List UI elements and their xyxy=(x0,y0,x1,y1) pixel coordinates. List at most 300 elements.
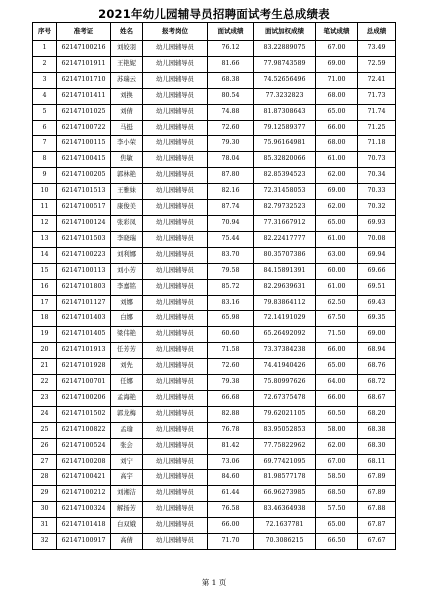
name-cell: 王雅妹 xyxy=(111,184,143,200)
name-cell: 刘姣羽 xyxy=(111,41,143,57)
position-cell: 幼儿园辅导员 xyxy=(143,534,208,550)
weighted-score-cell: 83.95052853 xyxy=(254,422,316,438)
total-score-cell: 72.59 xyxy=(358,56,396,72)
header-col-ticket-number: 准考证 xyxy=(57,23,111,41)
row-index-cell: 11 xyxy=(33,200,57,216)
weighted-score-cell: 66.96273985 xyxy=(254,486,316,502)
total-score-cell: 70.08 xyxy=(358,231,396,247)
position-cell: 幼儿园辅导员 xyxy=(143,406,208,422)
row-index-cell: 15 xyxy=(33,263,57,279)
row-index-cell: 12 xyxy=(33,215,57,231)
interview-score-cell: 83.70 xyxy=(208,247,254,263)
interview-score-cell: 82.16 xyxy=(208,184,254,200)
name-cell: 刘换 xyxy=(111,88,143,104)
ticket-number-cell: 62147100115 xyxy=(57,136,111,152)
weighted-score-cell: 82.29639631 xyxy=(254,279,316,295)
total-score-cell: 68.67 xyxy=(358,390,396,406)
interview-score-cell: 82.88 xyxy=(208,406,254,422)
weighted-score-cell: 80.35707386 xyxy=(254,247,316,263)
written-score-cell: 61.00 xyxy=(316,152,358,168)
position-cell: 幼儿园辅导员 xyxy=(143,72,208,88)
row-index-cell: 32 xyxy=(33,534,57,550)
total-score-cell: 69.51 xyxy=(358,279,396,295)
interview-score-cell: 68.38 xyxy=(208,72,254,88)
header-col-name: 姓名 xyxy=(111,23,143,41)
ticket-number-cell: 62147100113 xyxy=(57,263,111,279)
name-cell: 王艳妮 xyxy=(111,56,143,72)
written-score-cell: 65.00 xyxy=(316,359,358,375)
name-cell: 梁伟艳 xyxy=(111,327,143,343)
weighted-score-cell: 82.22417777 xyxy=(254,231,316,247)
total-score-cell: 67.89 xyxy=(358,470,396,486)
interview-score-cell: 76.78 xyxy=(208,422,254,438)
row-index-cell: 17 xyxy=(33,295,57,311)
ticket-number-cell: 62147100722 xyxy=(57,120,111,136)
table-row xyxy=(33,375,396,391)
ticket-number-cell: 62147101503 xyxy=(57,231,111,247)
table-row xyxy=(33,168,396,184)
table-row xyxy=(33,247,396,263)
name-cell: 刘湘洁 xyxy=(111,486,143,502)
table-row xyxy=(33,279,396,295)
interview-score-cell: 70.94 xyxy=(208,215,254,231)
name-cell: 苏瑞云 xyxy=(111,72,143,88)
total-score-cell: 69.35 xyxy=(358,311,396,327)
page-title: 2021年幼儿园辅导员招聘面试考生总成绩表 xyxy=(98,7,330,21)
total-score-cell: 73.49 xyxy=(358,41,396,57)
position-cell: 幼儿园辅导员 xyxy=(143,327,208,343)
row-index-cell: 13 xyxy=(33,231,57,247)
ticket-number-cell: 62147101928 xyxy=(57,359,111,375)
name-cell: 康俊美 xyxy=(111,200,143,216)
written-score-cell: 67.00 xyxy=(316,454,358,470)
written-score-cell: 66.00 xyxy=(316,120,358,136)
written-score-cell: 57.50 xyxy=(316,502,358,518)
weighted-score-cell: 73.37384238 xyxy=(254,343,316,359)
name-cell: 刘小芳 xyxy=(111,263,143,279)
row-index-cell: 3 xyxy=(33,72,57,88)
row-index-cell: 14 xyxy=(33,247,57,263)
total-score-cell: 70.73 xyxy=(358,152,396,168)
weighted-score-cell: 69.77421095 xyxy=(254,454,316,470)
written-score-cell: 62.00 xyxy=(316,200,358,216)
weighted-score-cell: 72.67375478 xyxy=(254,390,316,406)
written-score-cell: 60.50 xyxy=(316,406,358,422)
table-row xyxy=(33,518,396,534)
row-index-cell: 31 xyxy=(33,518,57,534)
total-score-cell: 71.25 xyxy=(358,120,396,136)
ticket-number-cell: 62147100822 xyxy=(57,422,111,438)
weighted-score-cell: 72.1637781 xyxy=(254,518,316,534)
table-row xyxy=(33,215,396,231)
interview-score-cell: 60.60 xyxy=(208,327,254,343)
row-index-cell: 29 xyxy=(33,486,57,502)
weighted-score-cell: 75.80997626 xyxy=(254,375,316,391)
header-row xyxy=(33,23,396,41)
ticket-number-cell: 62147101405 xyxy=(57,327,111,343)
table-row xyxy=(33,120,396,136)
interview-score-cell: 72.60 xyxy=(208,359,254,375)
interview-score-cell: 71.58 xyxy=(208,343,254,359)
name-cell: 高宇 xyxy=(111,470,143,486)
interview-score-cell: 73.06 xyxy=(208,454,254,470)
written-score-cell: 62.00 xyxy=(316,168,358,184)
row-index-cell: 10 xyxy=(33,184,57,200)
name-cell: 孟海艳 xyxy=(111,390,143,406)
written-score-cell: 69.00 xyxy=(316,56,358,72)
written-score-cell: 62.00 xyxy=(316,438,358,454)
written-score-cell: 67.50 xyxy=(316,311,358,327)
weighted-score-cell: 83.22889075 xyxy=(254,41,316,57)
row-index-cell: 8 xyxy=(33,152,57,168)
interview-score-cell: 61.44 xyxy=(208,486,254,502)
name-cell: 郭林艳 xyxy=(111,168,143,184)
name-cell: 李晓瑞 xyxy=(111,231,143,247)
row-index-cell: 7 xyxy=(33,136,57,152)
row-index-cell: 6 xyxy=(33,120,57,136)
position-cell: 幼儿园辅导员 xyxy=(143,343,208,359)
table-row xyxy=(33,390,396,406)
position-cell: 幼儿园辅导员 xyxy=(143,518,208,534)
row-index-cell: 18 xyxy=(33,311,57,327)
table-row xyxy=(33,470,396,486)
position-cell: 幼儿园辅导员 xyxy=(143,56,208,72)
weighted-score-cell: 81.87308643 xyxy=(254,104,316,120)
weighted-score-cell: 77.98743589 xyxy=(254,56,316,72)
weighted-score-cell: 77.75822962 xyxy=(254,438,316,454)
ticket-number-cell: 62147100205 xyxy=(57,168,111,184)
interview-score-cell: 71.70 xyxy=(208,534,254,550)
table-row xyxy=(33,231,396,247)
position-cell: 幼儿园辅导员 xyxy=(143,454,208,470)
row-index-cell: 9 xyxy=(33,168,57,184)
name-cell: 白娜 xyxy=(111,311,143,327)
written-score-cell: 58.50 xyxy=(316,470,358,486)
table-row xyxy=(33,72,396,88)
ticket-number-cell: 62147101127 xyxy=(57,295,111,311)
header-col-total-score: 总成绩 xyxy=(358,23,396,41)
name-cell: 白双娥 xyxy=(111,518,143,534)
name-cell: 高倩 xyxy=(111,534,143,550)
row-index-cell: 22 xyxy=(33,375,57,391)
total-score-cell: 68.38 xyxy=(358,422,396,438)
row-index-cell: 20 xyxy=(33,343,57,359)
weighted-score-cell: 79.12589377 xyxy=(254,120,316,136)
name-cell: 孟瑜 xyxy=(111,422,143,438)
written-score-cell: 65.00 xyxy=(316,215,358,231)
interview-score-cell: 76.58 xyxy=(208,502,254,518)
ticket-number-cell: 62147100324 xyxy=(57,502,111,518)
total-score-cell: 67.88 xyxy=(358,502,396,518)
table-row xyxy=(33,136,396,152)
written-score-cell: 68.00 xyxy=(316,88,358,104)
name-cell: 任芳芳 xyxy=(111,343,143,359)
row-index-cell: 5 xyxy=(33,104,57,120)
written-score-cell: 63.00 xyxy=(316,247,358,263)
position-cell: 幼儿园辅导员 xyxy=(143,247,208,263)
total-score-cell: 71.73 xyxy=(358,88,396,104)
table-row xyxy=(33,406,396,422)
interview-score-cell: 78.04 xyxy=(208,152,254,168)
total-score-cell: 69.66 xyxy=(358,263,396,279)
position-cell: 幼儿园辅导员 xyxy=(143,470,208,486)
table-row xyxy=(33,422,396,438)
total-score-cell: 68.76 xyxy=(358,359,396,375)
written-score-cell: 71.00 xyxy=(316,72,358,88)
total-score-cell: 69.93 xyxy=(358,215,396,231)
table-row xyxy=(33,311,396,327)
ticket-number-cell: 62147100421 xyxy=(57,470,111,486)
position-cell: 幼儿园辅导员 xyxy=(143,295,208,311)
weighted-score-cell: 83.46364938 xyxy=(254,502,316,518)
written-score-cell: 58.00 xyxy=(316,422,358,438)
table-row xyxy=(33,56,396,72)
table-row xyxy=(33,152,396,168)
ticket-number-cell: 62147101418 xyxy=(57,518,111,534)
row-index-cell: 23 xyxy=(33,390,57,406)
ticket-number-cell: 62147101911 xyxy=(57,56,111,72)
ticket-number-cell: 62147101803 xyxy=(57,279,111,295)
total-score-cell: 68.72 xyxy=(358,375,396,391)
interview-score-cell: 66.68 xyxy=(208,390,254,406)
position-cell: 幼儿园辅导员 xyxy=(143,502,208,518)
ticket-number-cell: 62147101403 xyxy=(57,311,111,327)
table-row xyxy=(33,454,396,470)
ticket-number-cell: 62147101411 xyxy=(57,88,111,104)
name-cell: 刘倩 xyxy=(111,104,143,120)
ticket-number-cell: 62147100517 xyxy=(57,200,111,216)
ticket-number-cell: 62147100206 xyxy=(57,390,111,406)
written-score-cell: 61.00 xyxy=(316,279,358,295)
ticket-number-cell: 62147101502 xyxy=(57,406,111,422)
ticket-number-cell: 62147101913 xyxy=(57,343,111,359)
table-row xyxy=(33,295,396,311)
name-cell: 刘先 xyxy=(111,359,143,375)
table-row xyxy=(33,502,396,518)
weighted-score-cell: 79.62021105 xyxy=(254,406,316,422)
name-cell: 焦敏 xyxy=(111,152,143,168)
position-cell: 幼儿园辅导员 xyxy=(143,279,208,295)
interview-score-cell: 80.54 xyxy=(208,88,254,104)
name-cell: 刘娜 xyxy=(111,295,143,311)
interview-score-cell: 87.80 xyxy=(208,168,254,184)
position-cell: 幼儿园辅导员 xyxy=(143,390,208,406)
name-cell: 郭龙梅 xyxy=(111,406,143,422)
name-cell: 马挺 xyxy=(111,120,143,136)
interview-score-cell: 81.42 xyxy=(208,438,254,454)
interview-score-cell: 84.60 xyxy=(208,470,254,486)
table-row xyxy=(33,486,396,502)
position-cell: 幼儿园辅导员 xyxy=(143,231,208,247)
ticket-number-cell: 62147101513 xyxy=(57,184,111,200)
header-col-weighted-score: 面试加权成绩 xyxy=(254,23,316,41)
position-cell: 幼儿园辅导员 xyxy=(143,104,208,120)
table-row xyxy=(33,200,396,216)
row-index-cell: 4 xyxy=(33,88,57,104)
total-score-cell: 71.74 xyxy=(358,104,396,120)
table-row xyxy=(33,438,396,454)
row-index-cell: 28 xyxy=(33,470,57,486)
header-col-position: 报考岗位 xyxy=(143,23,208,41)
row-index-cell: 21 xyxy=(33,359,57,375)
position-cell: 幼儿园辅导员 xyxy=(143,359,208,375)
header-col-written-score: 笔试成绩 xyxy=(316,23,358,41)
total-score-cell: 69.43 xyxy=(358,295,396,311)
position-cell: 幼儿园辅导员 xyxy=(143,438,208,454)
header-col-interview-score: 面试成绩 xyxy=(208,23,254,41)
position-cell: 幼儿园辅导员 xyxy=(143,88,208,104)
weighted-score-cell: 75.96164981 xyxy=(254,136,316,152)
total-score-cell: 70.33 xyxy=(358,184,396,200)
total-score-cell: 67.67 xyxy=(358,534,396,550)
written-score-cell: 66.00 xyxy=(316,343,358,359)
interview-score-cell: 87.74 xyxy=(208,200,254,216)
table-row xyxy=(33,534,396,550)
weighted-score-cell: 84.15891391 xyxy=(254,263,316,279)
interview-score-cell: 79.58 xyxy=(208,263,254,279)
name-cell: 李小荣 xyxy=(111,136,143,152)
ticket-number-cell: 62147100216 xyxy=(57,41,111,57)
name-cell: 解扬芳 xyxy=(111,502,143,518)
interview-score-cell: 65.98 xyxy=(208,311,254,327)
interview-score-cell: 75.44 xyxy=(208,231,254,247)
weighted-score-cell: 70.3086215 xyxy=(254,534,316,550)
written-score-cell: 71.50 xyxy=(316,327,358,343)
position-cell: 幼儿园辅导员 xyxy=(143,486,208,502)
row-index-cell: 26 xyxy=(33,438,57,454)
weighted-score-cell: 81.98577178 xyxy=(254,470,316,486)
total-score-cell: 69.00 xyxy=(358,327,396,343)
weighted-score-cell: 65.26492092 xyxy=(254,327,316,343)
interview-score-cell: 83.16 xyxy=(208,295,254,311)
position-cell: 幼儿园辅导员 xyxy=(143,120,208,136)
written-score-cell: 65.00 xyxy=(316,518,358,534)
position-cell: 幼儿园辅导员 xyxy=(143,263,208,279)
table-row xyxy=(33,184,396,200)
ticket-number-cell: 62147100415 xyxy=(57,152,111,168)
row-index-cell: 2 xyxy=(33,56,57,72)
table-row xyxy=(33,263,396,279)
weighted-score-cell: 79.83864112 xyxy=(254,295,316,311)
row-index-cell: 27 xyxy=(33,454,57,470)
header-col-index: 序号 xyxy=(33,23,57,41)
ticket-number-cell: 62147100223 xyxy=(57,247,111,263)
weighted-score-cell: 77.3232823 xyxy=(254,88,316,104)
written-score-cell: 67.00 xyxy=(316,41,358,57)
ticket-number-cell: 62147100124 xyxy=(57,215,111,231)
score-table xyxy=(32,22,396,550)
total-score-cell: 71.18 xyxy=(358,136,396,152)
written-score-cell: 66.50 xyxy=(316,534,358,550)
ticket-number-cell: 62147100701 xyxy=(57,375,111,391)
weighted-score-cell: 72.14191029 xyxy=(254,311,316,327)
ticket-number-cell: 62147100212 xyxy=(57,486,111,502)
position-cell: 幼儿园辅导员 xyxy=(143,41,208,57)
row-index-cell: 16 xyxy=(33,279,57,295)
row-index-cell: 1 xyxy=(33,41,57,57)
weighted-score-cell: 77.31667912 xyxy=(254,215,316,231)
interview-score-cell: 79.38 xyxy=(208,375,254,391)
name-cell: 张彩凤 xyxy=(111,215,143,231)
total-score-cell: 67.89 xyxy=(358,486,396,502)
written-score-cell: 61.00 xyxy=(316,231,358,247)
table-row xyxy=(33,104,396,120)
position-cell: 幼儿园辅导员 xyxy=(143,375,208,391)
written-score-cell: 68.50 xyxy=(316,486,358,502)
name-cell: 任娜 xyxy=(111,375,143,391)
name-cell: 刘宁 xyxy=(111,454,143,470)
total-score-cell: 70.34 xyxy=(358,168,396,184)
interview-score-cell: 76.12 xyxy=(208,41,254,57)
table-row xyxy=(33,88,396,104)
name-cell: 刘利娜 xyxy=(111,247,143,263)
position-cell: 幼儿园辅导员 xyxy=(143,311,208,327)
written-score-cell: 64.00 xyxy=(316,375,358,391)
weighted-score-cell: 82.79732523 xyxy=(254,200,316,216)
ticket-number-cell: 62147100208 xyxy=(57,454,111,470)
table-row xyxy=(33,41,396,57)
weighted-score-cell: 74.41940426 xyxy=(254,359,316,375)
total-score-cell: 68.94 xyxy=(358,343,396,359)
position-cell: 幼儿园辅导员 xyxy=(143,168,208,184)
weighted-score-cell: 82.85394523 xyxy=(254,168,316,184)
table-row xyxy=(33,343,396,359)
total-score-cell: 67.87 xyxy=(358,518,396,534)
interview-score-cell: 66.00 xyxy=(208,518,254,534)
weighted-score-cell: 74.52656496 xyxy=(254,72,316,88)
position-cell: 幼儿园辅导员 xyxy=(143,200,208,216)
row-index-cell: 24 xyxy=(33,406,57,422)
position-cell: 幼儿园辅导员 xyxy=(143,422,208,438)
name-cell: 张会 xyxy=(111,438,143,454)
total-score-cell: 70.32 xyxy=(358,200,396,216)
page-number: 第 1 页 xyxy=(201,578,227,587)
total-score-cell: 68.20 xyxy=(358,406,396,422)
row-index-cell: 30 xyxy=(33,502,57,518)
interview-score-cell: 74.88 xyxy=(208,104,254,120)
total-score-cell: 72.41 xyxy=(358,72,396,88)
position-cell: 幼儿园辅导员 xyxy=(143,136,208,152)
written-score-cell: 66.00 xyxy=(316,390,358,406)
position-cell: 幼儿园辅导员 xyxy=(143,215,208,231)
total-score-cell: 68.11 xyxy=(358,454,396,470)
total-score-cell: 69.94 xyxy=(358,247,396,263)
position-cell: 幼儿园辅导员 xyxy=(143,184,208,200)
total-score-cell: 68.30 xyxy=(358,438,396,454)
interview-score-cell: 79.30 xyxy=(208,136,254,152)
weighted-score-cell: 85.32820066 xyxy=(254,152,316,168)
table-body xyxy=(33,41,396,550)
interview-score-cell: 85.72 xyxy=(208,279,254,295)
position-cell: 幼儿园辅导员 xyxy=(143,152,208,168)
weighted-score-cell: 72.31458053 xyxy=(254,184,316,200)
written-score-cell: 60.00 xyxy=(316,263,358,279)
interview-score-cell: 72.60 xyxy=(208,120,254,136)
name-cell: 李嘉铭 xyxy=(111,279,143,295)
written-score-cell: 68.00 xyxy=(316,136,358,152)
written-score-cell: 69.00 xyxy=(316,184,358,200)
written-score-cell: 65.00 xyxy=(316,104,358,120)
table-row xyxy=(33,327,396,343)
table-row xyxy=(33,359,396,375)
row-index-cell: 19 xyxy=(33,327,57,343)
written-score-cell: 62.50 xyxy=(316,295,358,311)
ticket-number-cell: 62147101025 xyxy=(57,104,111,120)
ticket-number-cell: 62147100917 xyxy=(57,534,111,550)
row-index-cell: 25 xyxy=(33,422,57,438)
interview-score-cell: 81.66 xyxy=(208,56,254,72)
ticket-number-cell: 62147100524 xyxy=(57,438,111,454)
